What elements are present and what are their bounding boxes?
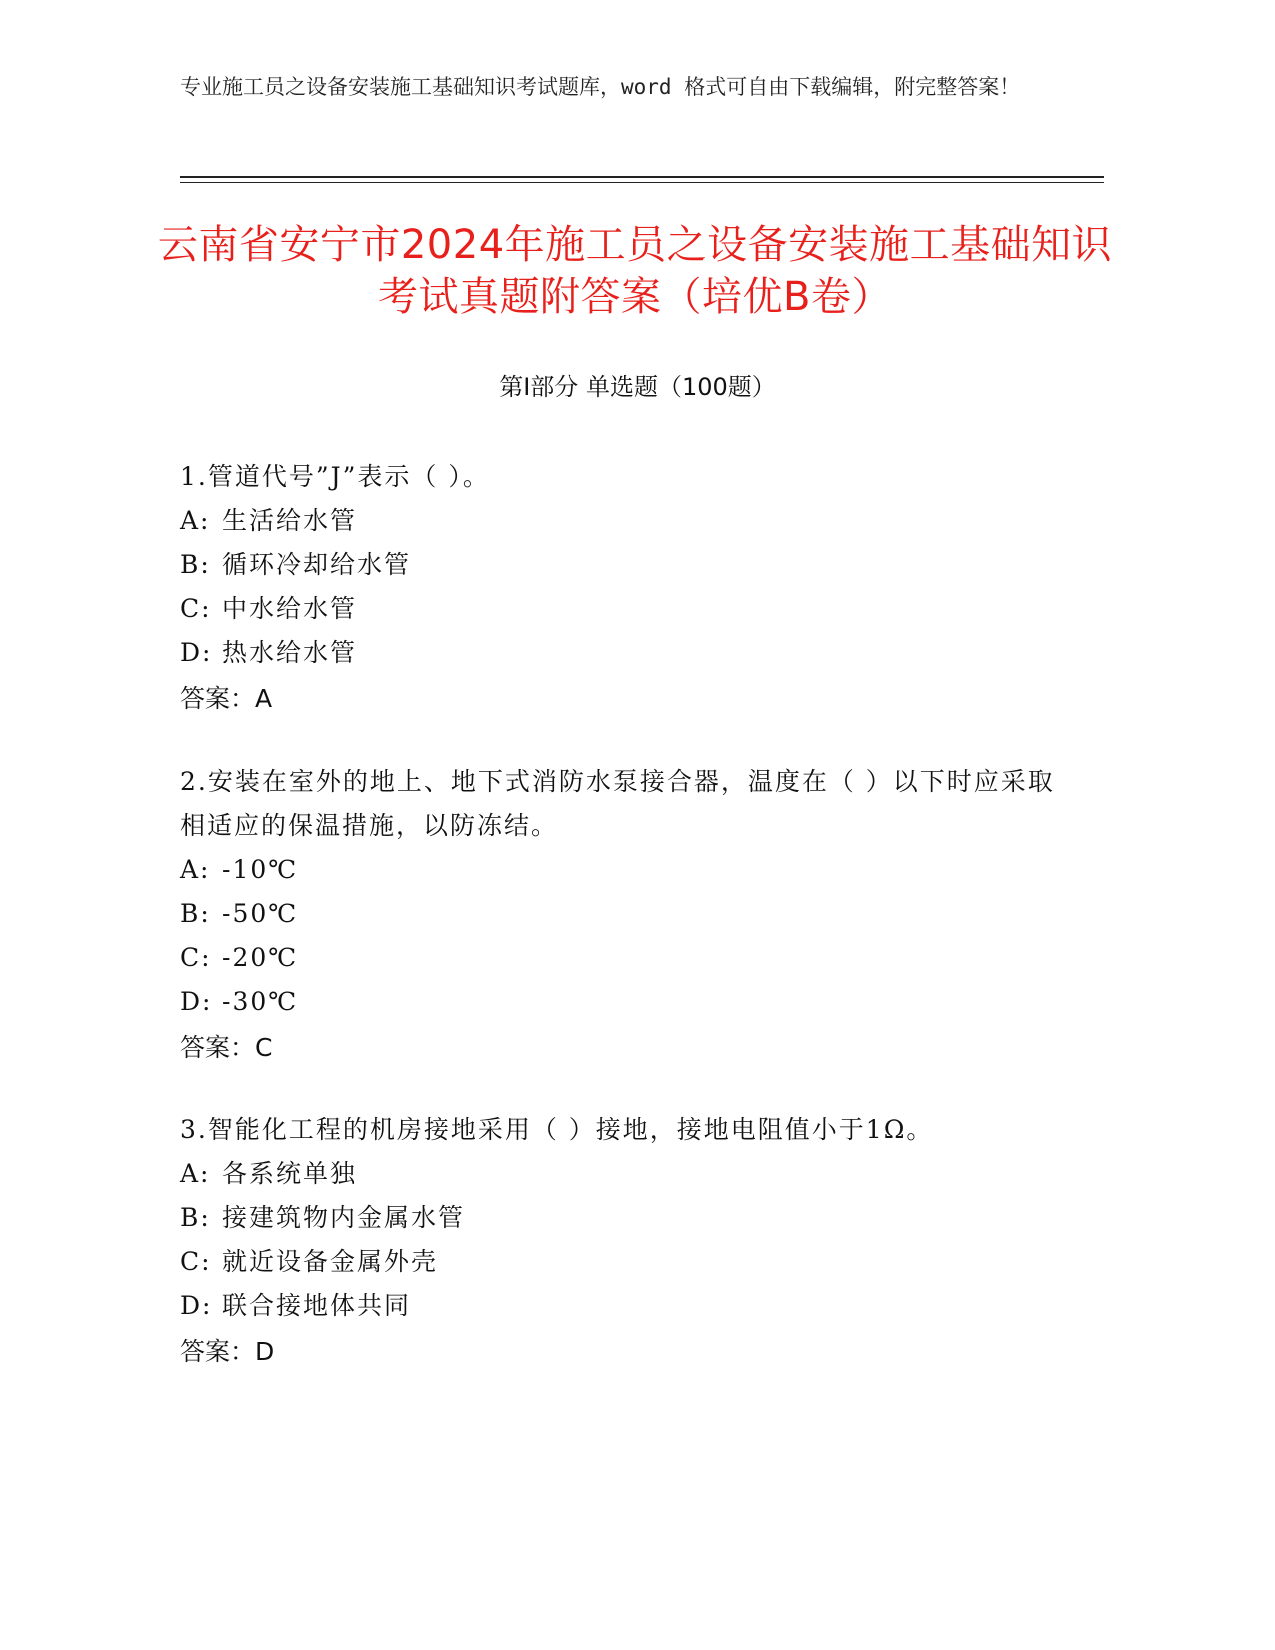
header-note: 专业施工员之设备安装施工基础知识考试题库，word 格式可自由下载编辑，附完整答案！ — [180, 75, 1021, 99]
option-letter: D: — [180, 987, 213, 1016]
answer: 答案：C — [180, 1033, 273, 1062]
question-3 — [180, 1108, 1060, 1374]
answer: 答案：A — [180, 684, 273, 713]
option-letter: A: — [180, 855, 211, 884]
option-letter: C: — [180, 1247, 212, 1276]
header-rule-thick — [180, 176, 1104, 178]
option-text: 中水给水管 — [222, 594, 358, 623]
option-text: 接建筑物内金属水管 — [222, 1203, 466, 1232]
answer: 答案：D — [180, 1337, 275, 1366]
question-text: 1.管道代号”J”表示（ ）。 — [180, 462, 490, 491]
option-letter: C: — [180, 943, 212, 972]
option-letter: A: — [180, 1159, 211, 1188]
option-letter: B: — [180, 899, 211, 928]
question-1 — [180, 455, 1060, 721]
option-c — [180, 936, 1060, 980]
option-text: 各系统单独 — [222, 1159, 358, 1188]
option-letter: D: — [180, 638, 213, 667]
option-text: -30℃ — [222, 987, 299, 1016]
option-a — [180, 1152, 1060, 1196]
option-c — [180, 1240, 1060, 1284]
option-text: 生活给水管 — [222, 506, 358, 535]
option-b — [180, 1196, 1060, 1240]
header-rule-thin — [180, 182, 1104, 183]
question-text: 3.智能化工程的机房接地采用（ ）接地，接地电阻值小于1Ω。 — [180, 1115, 934, 1144]
option-d — [180, 1284, 1060, 1328]
section-heading: 第Ⅰ部分 单选题（100题） — [499, 373, 776, 401]
option-c — [180, 587, 1060, 631]
question-2 — [180, 760, 1060, 1070]
option-d — [180, 980, 1060, 1024]
option-b — [180, 892, 1060, 936]
option-letter: C: — [180, 594, 212, 623]
option-text: 热水给水管 — [222, 638, 358, 667]
option-text: 就近设备金属外壳 — [222, 1247, 439, 1276]
option-letter: B: — [180, 1203, 211, 1232]
document-title: 云南省安宁市2024年施工员之设备安装施工基础知识考试真题附答案（培优B卷） — [157, 222, 1113, 320]
option-letter: D: — [180, 1291, 213, 1320]
option-a — [180, 848, 1060, 892]
option-text: -10℃ — [222, 855, 299, 884]
question-text: 2.安装在室外的地上、地下式消防水泵接合器，温度在（ ）以下时应采取相适应的保温措施，以防冻结。 — [180, 767, 1055, 840]
option-letter: A: — [180, 506, 211, 535]
option-text: -50℃ — [222, 899, 299, 928]
option-letter: B: — [180, 550, 211, 579]
option-text: -20℃ — [222, 943, 299, 972]
option-text: 循环冷却给水管 — [222, 550, 412, 579]
option-a — [180, 499, 1060, 543]
option-b — [180, 543, 1060, 587]
option-text: 联合接地体共同 — [222, 1291, 412, 1320]
option-d — [180, 631, 1060, 675]
